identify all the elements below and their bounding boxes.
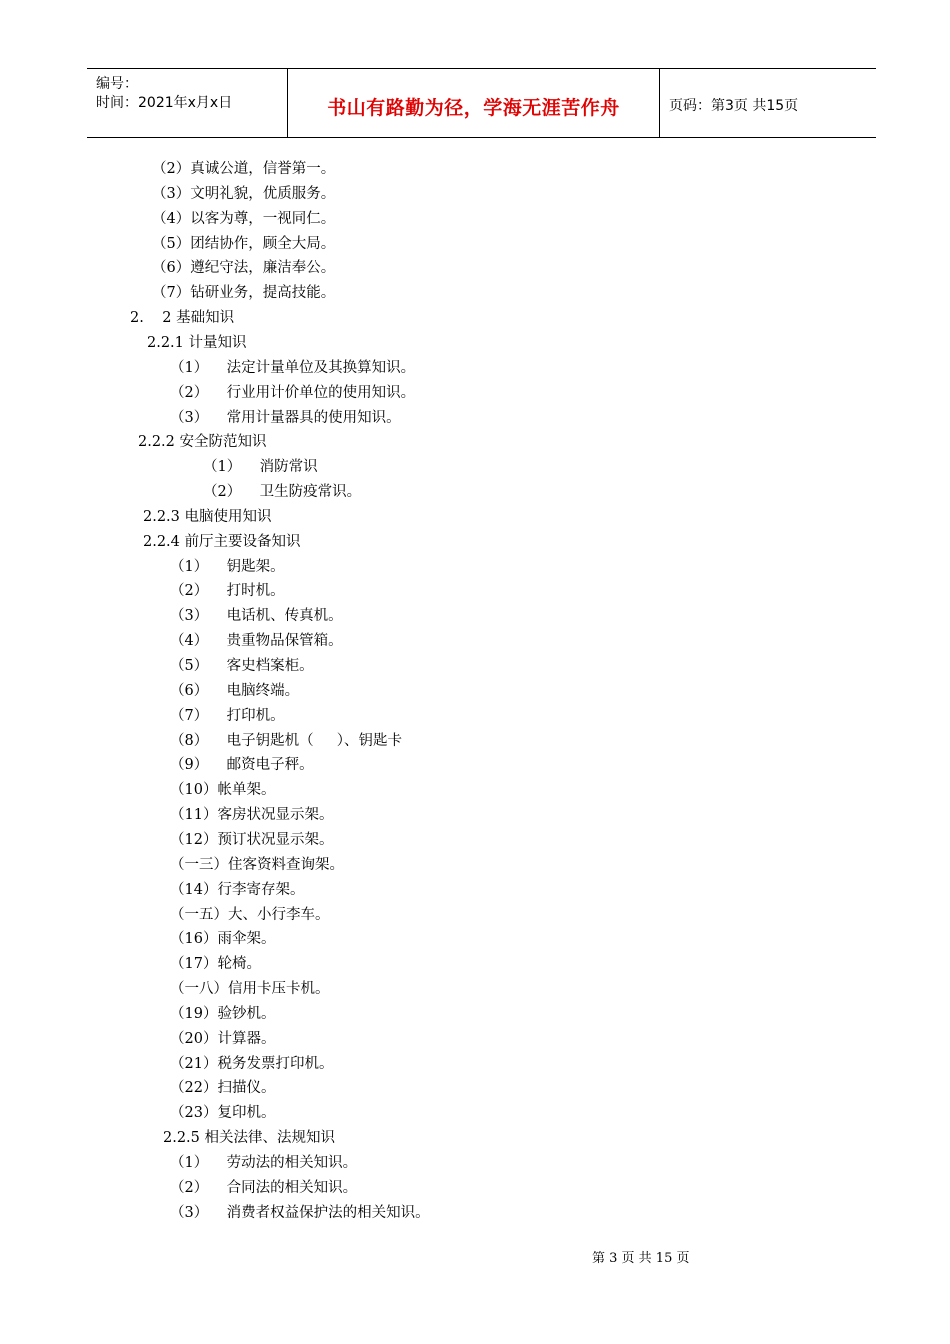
document-time-label: 时间：2021年x月x日 [96, 95, 233, 111]
body-line: （10）帐单架。 [170, 782, 276, 799]
body-line: （2） 打时机。 [170, 583, 285, 600]
body-line: （8） 电子钥匙机（ ）、钥匙卡 [170, 732, 402, 749]
body-line: （21）税务发票打印机。 [170, 1055, 334, 1072]
subsection-heading: 2.2.1 计量知识 [147, 334, 247, 351]
section-heading: 2. 2 基础知识 [130, 310, 235, 327]
subsection-heading: 2.2.3 电脑使用知识 [143, 508, 272, 525]
header-page-cell [660, 69, 876, 137]
body-line: （3） 常用计量器具的使用知识。 [170, 409, 401, 426]
subsection-heading: 2.2.5 相关法律、法规知识 [163, 1130, 336, 1147]
header-motto: 书山有路勤为径，学海无涯苦作舟 [327, 97, 620, 119]
body-line: （16）雨伞架。 [170, 931, 276, 948]
body-line: （3）文明礼貌，优质服务。 [152, 185, 336, 202]
body-line: （1） 劳动法的相关知识。 [170, 1155, 358, 1171]
body-line: （2） 卫生防疫常识。 [203, 484, 362, 501]
body-line: （11）客房状况显示架。 [170, 807, 334, 824]
body-line: （1） 法定计量单位及其换算知识。 [170, 359, 416, 376]
body-line: （6）遵纪守法，廉洁奉公。 [152, 260, 336, 277]
body-line: （7）钻研业务，提高技能。 [152, 285, 336, 302]
header-meta-cell [87, 69, 287, 137]
body-line: （20）计算器。 [170, 1030, 276, 1047]
body-line: （4）以客为尊，一视同仁。 [152, 210, 336, 227]
body-line: （1） 钥匙架。 [170, 558, 285, 575]
body-line: （3） 电话机、传真机。 [170, 608, 343, 625]
body-line: （一八）信用卡压卡机。 [170, 981, 330, 998]
body-line: （23）复印机。 [170, 1105, 276, 1122]
body-line: （2） 合同法的相关知识。 [170, 1179, 358, 1196]
body-line: （4） 贵重物品保管箱。 [170, 633, 343, 650]
body-line: （5） 客史档案柜。 [170, 658, 314, 674]
body-line: （1） 消防常识 [203, 459, 318, 476]
body-line: （一三）住客资料查询架。 [170, 856, 344, 873]
body-line: （一五）大、小行李车。 [170, 906, 330, 923]
header-page-label: 页码：第3页 共15页 [669, 98, 799, 114]
document-number-label: 编号： [96, 76, 138, 92]
body-line: （3） 消费者权益保护法的相关知识。 [170, 1204, 430, 1221]
page-footer: 第 3 页 共 15 页 [592, 1251, 690, 1266]
body-line: （9） 邮资电子秤。 [170, 757, 314, 774]
header-motto-cell [287, 69, 660, 137]
body-line: （17）轮椅。 [170, 956, 261, 973]
body-line: （19）验钞机。 [170, 1005, 276, 1022]
body-line: （2）真诚公道，信誉第一。 [152, 161, 336, 177]
body-line: （2） 行业用计价单位的使用知识。 [170, 384, 416, 401]
body-line: （5）团结协作，顾全大局。 [152, 235, 336, 252]
body-line: （7） 打印机。 [170, 707, 285, 724]
body-line: （22）扫描仪。 [170, 1080, 276, 1097]
body-line: （14）行李寄存架。 [170, 881, 305, 898]
subsection-heading: 2.2.2 安全防范知识 [138, 434, 267, 451]
body-line: （6） 电脑终端。 [170, 682, 300, 699]
body-line: （12）预订状况显示架。 [170, 831, 334, 848]
subsection-heading: 2.2.4 前厅主要设备知识 [143, 533, 301, 550]
page-header [87, 68, 876, 138]
